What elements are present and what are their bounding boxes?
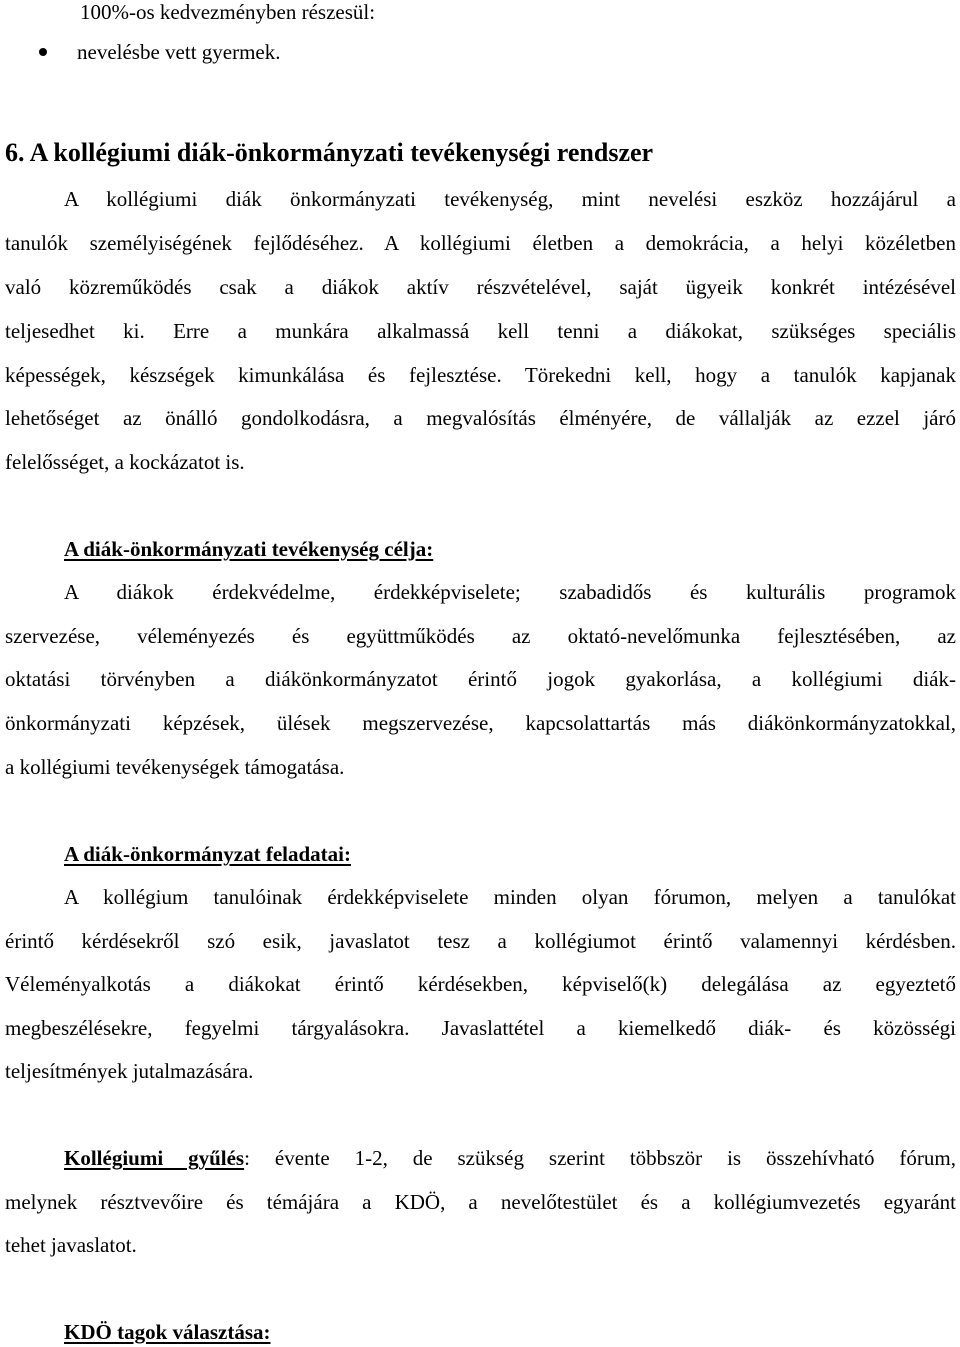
bullet-icon (39, 48, 47, 56)
paragraph-line: melynek résztvevőire és témájára a KDÖ, a nevelőtestület és a kollégiumvezetés egyaránt (5, 1190, 956, 1214)
paragraph-line: A kollégiumi diák önkormányzati tevékenység, mint nevelési eszköz hozzájárul a (64, 187, 956, 211)
section-title: 6. A kollégiumi diák-önkormányzati tevékenységi rendszer (5, 138, 654, 167)
tasks-heading: A diák-önkormányzat feladatai: (64, 842, 352, 866)
paragraph-line: szervezése, véleményezés és együttműködés az oktató-nevelőmunka fejlesztésében, az (5, 624, 956, 648)
goal-heading: A diák-önkormányzati tevékenység célja: (64, 537, 434, 561)
intro-line: 100%-os kedvezményben részesül: (80, 0, 376, 24)
paragraph-line: való közreműködés csak a diákok aktív részvételével, saját ügyeik konkrét intézésével (5, 275, 956, 299)
paragraph-line: Véleményalkotás a diákokat érintő kérdésekben, képviselő(k) delegálása az egyeztető (5, 972, 956, 996)
paragraph-line: megbeszélésekre, fegyelmi tárgyalásokra. Javaslattétel a kiemelkedő diák- és közösségi (5, 1016, 956, 1040)
bullet-item: nevelésbe vett gyermek. (77, 40, 281, 64)
paragraph-line: tehet javaslatot. (5, 1233, 137, 1257)
paragraph-line: képességek, készségek kimunkálása és fejlesztése. Törekedni kell, hogy a tanulók kapjanak (5, 363, 956, 387)
paragraph-line: oktatási törvényben a diákönkormányzatot érintő jogok gyakorlása, a kollégiumi diák- (5, 667, 956, 691)
paragraph-line: A diákok érdekvédelme, érdekképviselete; szabadidős és kulturális programok (64, 580, 956, 604)
paragraph-line: tanulók személyiségének fejlődéséhez. A kollégiumi életben a demokrácia, a helyi közéletben (5, 231, 956, 255)
paragraph-line: teljesítmények jutalmazására. (5, 1059, 254, 1083)
kdo-heading: KDÖ tagok választása: (64, 1320, 271, 1344)
paragraph-line: lehetőséget az önálló gondolkodásra, a megvalósítás élményére, de vállalják az ezzel járó (5, 406, 956, 430)
assembly-rest: : évente 1-2, de szükség szerint többször is összehívható fórum, (244, 1146, 956, 1170)
paragraph-line: teljesedhet ki. Erre a munkára alkalmassá kell tenni a diákokat, szükséges speciális (5, 319, 956, 343)
paragraph-line: önkormányzati képzések, ülések megszervezése, kapcsolattartás más diákönkormányzatokkal, (5, 711, 956, 735)
assembly-line-1 (64, 1146, 956, 1170)
paragraph-line: A kollégium tanulóinak érdekképviselete minden olyan fórumon, melyen a tanulókat (64, 885, 956, 909)
paragraph-line: a kollégiumi tevékenységek támogatása. (5, 755, 345, 779)
assembly-term: Kollégiumi gyűlés (64, 1146, 245, 1170)
paragraph-line: érintő kérdésekről szó esik, javaslatot tesz a kollégiumot érintő valamennyi kérdésben. (5, 929, 956, 953)
paragraph-line: felelősséget, a kockázatot is. (5, 450, 245, 474)
